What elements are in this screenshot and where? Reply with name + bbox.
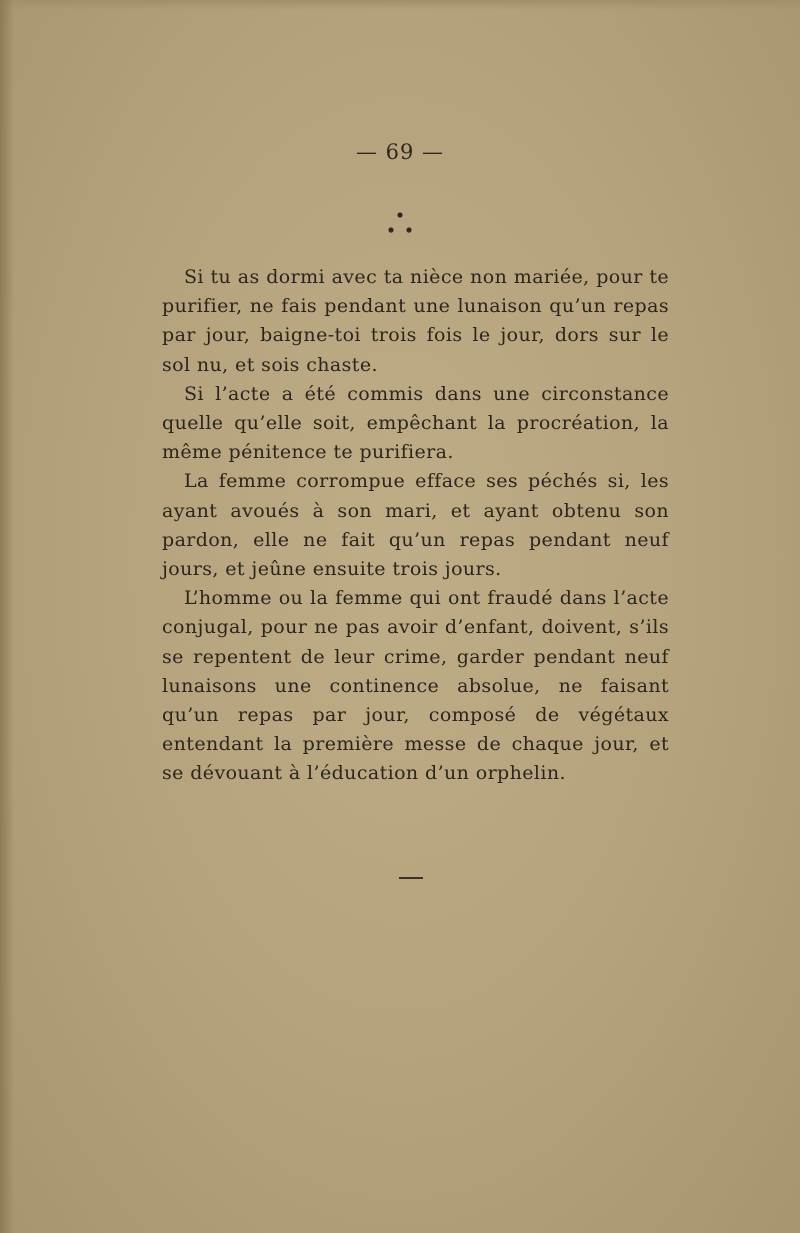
end-rule — [399, 877, 423, 879]
paragraph-corrupted-wife: La femme corrompue efface ses péchés si, les ayant avoués à son mari, et ayant obtenu son pardon, elle ne fait qu’un repas pendant neuf jours, et jeûne ensuite trois jours. — [162, 470, 669, 581]
paragraph-niece: Si tu as dormi avec ta nièce non mariée, pour te purifier, ne fais pendant une lunaison qu’un repas par jour, baigne-toi trois fois le jour, dors sur le sol nu, et sois chaste. — [162, 266, 669, 376]
body-text — [162, 263, 669, 789]
page-number: — 69 — — [355, 140, 445, 164]
paragraph-conjugal-fraud: L’homme ou la femme qui ont fraudé dans l’acte conjugal, pour ne pas avoir d’enfant, doivent, s’ils se repentent de leur crime, garder pendant neuf lunaisons une continence absolue, ne faisant qu’un repas par jour, composé de végétaux entendant la première messe de chaque jour, et se dévouant à l’éducation d’un orphelin. — [162, 587, 669, 785]
paragraph-procreation: Si l’acte a été commis dans une circonstance quelle qu’elle soit, empêchant la procréation, la même pénitence te purifiera. — [162, 382, 669, 464]
page-left-edge — [0, 0, 14, 1233]
page-top-edge — [0, 0, 800, 10]
asterism-icon — [0, 206, 800, 246]
